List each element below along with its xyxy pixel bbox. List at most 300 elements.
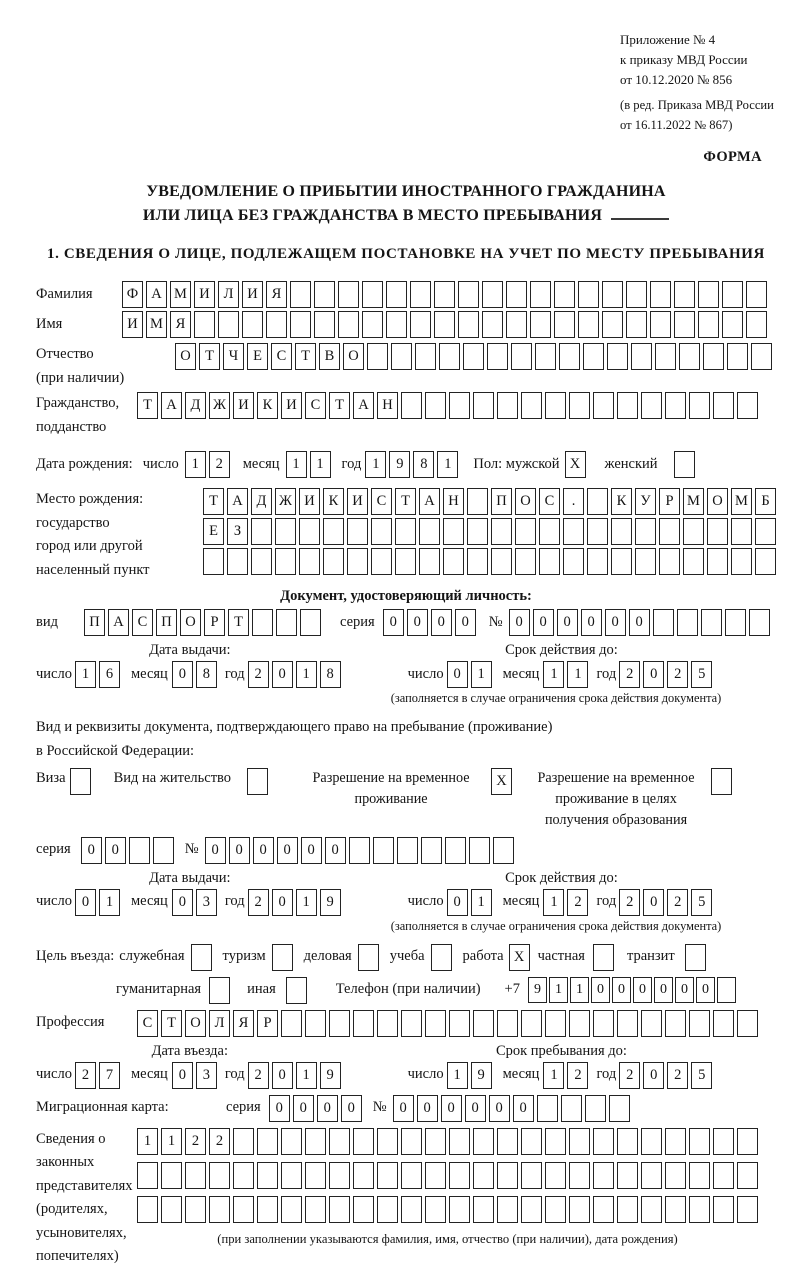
identity-valid-month-cells-cell-1[interactable]: 1 [543, 661, 564, 688]
representatives-row1-cells-cell-20[interactable] [593, 1128, 614, 1155]
representatives-row1-cells-cell-9[interactable] [329, 1128, 350, 1155]
birth-place-row2-cells-cell-3[interactable] [251, 518, 272, 545]
residence-number-cells-cell-8[interactable] [373, 837, 394, 864]
doc-type-cells-cell-3[interactable]: С [132, 609, 153, 636]
representatives-row3-cells-cell-26[interactable] [737, 1196, 758, 1223]
profession-cells-cell-8[interactable] [305, 1010, 326, 1037]
temp-permit-checkbox-cell-1[interactable]: X [491, 768, 512, 795]
citizenship-cells-cell-3[interactable]: Д [185, 392, 206, 419]
profession-cells-cell-15[interactable] [473, 1010, 494, 1037]
birth-place-row1-cells-cell-4[interactable]: Ж [275, 488, 296, 515]
birth-place-row2-cells-cell-20[interactable] [659, 518, 680, 545]
representatives-row1-cells-cell-12[interactable] [401, 1128, 422, 1155]
given-name-cells-cell-9[interactable] [314, 311, 335, 338]
citizenship-cells-cell-25[interactable] [713, 392, 734, 419]
residence-number-cells-cell-13[interactable] [493, 837, 514, 864]
residence-valid-day-cells-cell-2[interactable]: 1 [471, 889, 492, 916]
given-name-cells-cell-14[interactable] [434, 311, 455, 338]
given-name-cells-cell-25[interactable] [698, 311, 719, 338]
birth-place-row2-cells-cell-6[interactable] [323, 518, 344, 545]
citizenship-cells-cell-12[interactable] [401, 392, 422, 419]
doc-number-cells-cell-10[interactable] [725, 609, 746, 636]
residence-issue-year-cells-cell-4[interactable]: 9 [320, 889, 341, 916]
migration-number-cells-cell-7[interactable] [537, 1095, 558, 1122]
representatives-row3-cells-cell-25[interactable] [713, 1196, 734, 1223]
citizenship-cells-cell-19[interactable] [569, 392, 590, 419]
birth-place-row2-cells-cell-7[interactable] [347, 518, 368, 545]
phone-cells-cell-7[interactable]: 0 [654, 977, 673, 1003]
identity-valid-year-cells-cell-4[interactable]: 5 [691, 661, 712, 688]
patronymic-cells-cell-4[interactable]: Е [247, 343, 268, 370]
citizenship-cells-cell-4[interactable]: Ж [209, 392, 230, 419]
surname-cells-cell-4[interactable]: И [194, 281, 215, 308]
phone-cells-cell-8[interactable]: 0 [675, 977, 694, 1003]
surname-cells-cell-6[interactable]: И [242, 281, 263, 308]
representatives-row3-cells-cell-22[interactable] [641, 1196, 662, 1223]
birth-place-row2-cells-cell-1[interactable]: Е [203, 518, 224, 545]
citizenship-cells-cell-1[interactable]: Т [137, 392, 158, 419]
birth-place-row1-cells-cell-1[interactable]: Т [203, 488, 224, 515]
given-name-cells-cell-8[interactable] [290, 311, 311, 338]
given-name-cells-cell-6[interactable] [242, 311, 263, 338]
birth-place-row1-cells-cell-9[interactable]: Т [395, 488, 416, 515]
identity-valid-day-cells-cell-1[interactable]: 0 [447, 661, 468, 688]
birth-place-row3-cells-cell-21[interactable] [683, 548, 704, 575]
doc-type-cells-cell-9[interactable] [276, 609, 297, 636]
representatives-row3-cells-cell-24[interactable] [689, 1196, 710, 1223]
birth-place-row3-cells-cell-11[interactable] [443, 548, 464, 575]
representatives-row2-cells-cell-19[interactable] [569, 1162, 590, 1189]
profession-cells-cell-16[interactable] [497, 1010, 518, 1037]
birth-place-row3-cells-cell-10[interactable] [419, 548, 440, 575]
phone-cells-cell-1[interactable]: 9 [528, 977, 547, 1003]
representatives-row1-cells-cell-18[interactable] [545, 1128, 566, 1155]
sex-female-checkbox-cell-1[interactable] [674, 451, 695, 478]
doc-type-cells-cell-5[interactable]: О [180, 609, 201, 636]
residence-valid-year-cells-cell-1[interactable]: 2 [619, 889, 640, 916]
patronymic-cells-cell-24[interactable] [727, 343, 748, 370]
stay-year-cells-cell-2[interactable]: 0 [643, 1062, 664, 1089]
patronymic-cells-cell-21[interactable] [655, 343, 676, 370]
residence-series-cells-cell-1[interactable]: 0 [81, 837, 102, 864]
residence-series-cells-cell-3[interactable] [129, 837, 150, 864]
entry-day-cells-cell-1[interactable]: 2 [75, 1062, 96, 1089]
purpose-option-tourism-checkbox-cell-1[interactable] [272, 944, 293, 971]
identity-issue-year-cells-cell-1[interactable]: 2 [248, 661, 269, 688]
surname-cells-cell-27[interactable] [746, 281, 767, 308]
birth-place-row2-cells-cell-23[interactable] [731, 518, 752, 545]
stay-month-cells-cell-1[interactable]: 1 [543, 1062, 564, 1089]
entry-year-cells-cell-3[interactable]: 1 [296, 1062, 317, 1089]
representatives-row1-cells-cell-17[interactable] [521, 1128, 542, 1155]
doc-type-cells-cell-4[interactable]: П [156, 609, 177, 636]
surname-cells-cell-23[interactable] [650, 281, 671, 308]
citizenship-cells-cell-23[interactable] [665, 392, 686, 419]
citizenship-cells-cell-21[interactable] [617, 392, 638, 419]
representatives-row1-cells-cell-24[interactable] [689, 1128, 710, 1155]
birth-place-row2-cells-cell-19[interactable] [635, 518, 656, 545]
residence-issue-day-cells-cell-1[interactable]: 0 [75, 889, 96, 916]
representatives-row3-cells-cell-2[interactable] [161, 1196, 182, 1223]
profession-cells-cell-14[interactable] [449, 1010, 470, 1037]
birth-place-row3-cells-cell-15[interactable] [539, 548, 560, 575]
birth-place-row3-cells-cell-4[interactable] [275, 548, 296, 575]
representatives-row3-cells-cell-10[interactable] [353, 1196, 374, 1223]
profession-cells-cell-22[interactable] [641, 1010, 662, 1037]
citizenship-cells-cell-22[interactable] [641, 392, 662, 419]
representatives-row3-cells-cell-14[interactable] [449, 1196, 470, 1223]
residence-valid-year-cells-cell-3[interactable]: 2 [667, 889, 688, 916]
birth-place-row1-cells-cell-17[interactable] [587, 488, 608, 515]
doc-number-cells-cell-3[interactable]: 0 [557, 609, 578, 636]
birth-place-row2-cells-cell-15[interactable] [539, 518, 560, 545]
surname-cells-cell-17[interactable] [506, 281, 527, 308]
phone-cells-cell-2[interactable]: 1 [549, 977, 568, 1003]
birth-place-row3-cells-cell-22[interactable] [707, 548, 728, 575]
citizenship-cells-cell-9[interactable]: Т [329, 392, 350, 419]
birth-place-row3-cells-cell-2[interactable] [227, 548, 248, 575]
representatives-row2-cells-cell-16[interactable] [497, 1162, 518, 1189]
profession-cells-cell-3[interactable]: О [185, 1010, 206, 1037]
entry-month-cells-cell-1[interactable]: 0 [172, 1062, 193, 1089]
given-name-cells-cell-16[interactable] [482, 311, 503, 338]
birth-place-row1-cells-cell-24[interactable]: Б [755, 488, 776, 515]
representatives-row2-cells-cell-24[interactable] [689, 1162, 710, 1189]
representatives-row3-cells-cell-18[interactable] [545, 1196, 566, 1223]
birth-place-row1-cells-cell-19[interactable]: У [635, 488, 656, 515]
migration-number-cells-cell-6[interactable]: 0 [513, 1095, 534, 1122]
representatives-row2-cells-cell-26[interactable] [737, 1162, 758, 1189]
residence-issue-month-cells-cell-2[interactable]: 3 [196, 889, 217, 916]
representatives-row1-cells-cell-21[interactable] [617, 1128, 638, 1155]
given-name-cells-cell-2[interactable]: М [146, 311, 167, 338]
surname-cells-cell-13[interactable] [410, 281, 431, 308]
representatives-row1-cells-cell-25[interactable] [713, 1128, 734, 1155]
birth-place-row3-cells-cell-3[interactable] [251, 548, 272, 575]
doc-number-cells-cell-8[interactable] [677, 609, 698, 636]
profession-cells-cell-24[interactable] [689, 1010, 710, 1037]
doc-series-cells-cell-2[interactable]: 0 [407, 609, 428, 636]
profession-cells-cell-25[interactable] [713, 1010, 734, 1037]
birth-place-row1-cells-cell-12[interactable] [467, 488, 488, 515]
doc-series-cells-cell-4[interactable]: 0 [455, 609, 476, 636]
birth-place-row1-cells-cell-2[interactable]: А [227, 488, 248, 515]
birth-place-row2-cells-cell-16[interactable] [563, 518, 584, 545]
birth-place-row3-cells-cell-8[interactable] [371, 548, 392, 575]
representatives-row3-cells-cell-11[interactable] [377, 1196, 398, 1223]
residence-series-cells-cell-4[interactable] [153, 837, 174, 864]
representatives-row2-cells-cell-10[interactable] [353, 1162, 374, 1189]
patronymic-cells-cell-8[interactable]: О [343, 343, 364, 370]
doc-type-cells-cell-1[interactable]: П [84, 609, 105, 636]
patronymic-cells-cell-3[interactable]: Ч [223, 343, 244, 370]
given-name-cells-cell-20[interactable] [578, 311, 599, 338]
given-name-cells-cell-17[interactable] [506, 311, 527, 338]
birth-place-row3-cells-cell-1[interactable] [203, 548, 224, 575]
profession-cells-cell-23[interactable] [665, 1010, 686, 1037]
residence-number-cells-cell-7[interactable] [349, 837, 370, 864]
surname-cells-cell-15[interactable] [458, 281, 479, 308]
surname-cells-cell-25[interactable] [698, 281, 719, 308]
stay-year-cells-cell-4[interactable]: 5 [691, 1062, 712, 1089]
profession-cells-cell-18[interactable] [545, 1010, 566, 1037]
entry-day-cells-cell-2[interactable]: 7 [99, 1062, 120, 1089]
given-name-cells-cell-12[interactable] [386, 311, 407, 338]
given-name-cells-cell-4[interactable] [194, 311, 215, 338]
representatives-row1-cells-cell-19[interactable] [569, 1128, 590, 1155]
residence-valid-day-cells-cell-1[interactable]: 0 [447, 889, 468, 916]
stay-year-cells-cell-3[interactable]: 2 [667, 1062, 688, 1089]
birth-place-row3-cells-cell-16[interactable] [563, 548, 584, 575]
representatives-row1-cells-cell-26[interactable] [737, 1128, 758, 1155]
citizenship-cells-cell-2[interactable]: А [161, 392, 182, 419]
patronymic-cells-cell-18[interactable] [583, 343, 604, 370]
residence-issue-year-cells-cell-3[interactable]: 1 [296, 889, 317, 916]
phone-cells-cell-5[interactable]: 0 [612, 977, 631, 1003]
representatives-row3-cells-cell-3[interactable] [185, 1196, 206, 1223]
doc-number-cells-cell-7[interactable] [653, 609, 674, 636]
representatives-row1-cells-cell-14[interactable] [449, 1128, 470, 1155]
birth-place-row1-cells-cell-5[interactable]: И [299, 488, 320, 515]
citizenship-cells-cell-17[interactable] [521, 392, 542, 419]
birth-place-row2-cells-cell-9[interactable] [395, 518, 416, 545]
migration-number-cells-cell-5[interactable]: 0 [489, 1095, 510, 1122]
representatives-row1-cells-cell-11[interactable] [377, 1128, 398, 1155]
profession-cells-cell-9[interactable] [329, 1010, 350, 1037]
citizenship-cells-cell-18[interactable] [545, 392, 566, 419]
identity-issue-month-cells-cell-1[interactable]: 0 [172, 661, 193, 688]
residence-number-cells-cell-2[interactable]: 0 [229, 837, 250, 864]
sex-male-checkbox-cell-1[interactable]: X [565, 451, 586, 478]
given-name-cells-cell-21[interactable] [602, 311, 623, 338]
profession-cells-cell-20[interactable] [593, 1010, 614, 1037]
purpose-option-commercial-checkbox-cell-1[interactable] [358, 944, 379, 971]
identity-issue-day-cells-cell-1[interactable]: 1 [75, 661, 96, 688]
doc-type-cells-cell-2[interactable]: А [108, 609, 129, 636]
representatives-row1-cells-cell-13[interactable] [425, 1128, 446, 1155]
birth-place-row3-cells-cell-24[interactable] [755, 548, 776, 575]
patronymic-cells-cell-16[interactable] [535, 343, 556, 370]
representatives-row2-cells-cell-4[interactable] [209, 1162, 230, 1189]
representatives-row2-cells-cell-22[interactable] [641, 1162, 662, 1189]
birth-place-row3-cells-cell-7[interactable] [347, 548, 368, 575]
profession-cells-cell-11[interactable] [377, 1010, 398, 1037]
representatives-row1-cells-cell-1[interactable]: 1 [137, 1128, 158, 1155]
purpose-option-other-checkbox-cell-1[interactable] [286, 977, 307, 1004]
residence-permit-checkbox-cell-1[interactable] [247, 768, 268, 795]
patronymic-cells-cell-1[interactable]: О [175, 343, 196, 370]
surname-cells-cell-9[interactable] [314, 281, 335, 308]
profession-cells-cell-5[interactable]: Я [233, 1010, 254, 1037]
representatives-row3-cells-cell-20[interactable] [593, 1196, 614, 1223]
surname-cells-cell-11[interactable] [362, 281, 383, 308]
representatives-row2-cells-cell-23[interactable] [665, 1162, 686, 1189]
given-name-cells-cell-7[interactable] [266, 311, 287, 338]
representatives-row3-cells-cell-19[interactable] [569, 1196, 590, 1223]
representatives-row1-cells-cell-16[interactable] [497, 1128, 518, 1155]
given-name-cells-cell-19[interactable] [554, 311, 575, 338]
birth-place-row3-cells-cell-5[interactable] [299, 548, 320, 575]
profession-cells-cell-21[interactable] [617, 1010, 638, 1037]
identity-issue-month-cells-cell-2[interactable]: 8 [196, 661, 217, 688]
visa-checkbox-cell-1[interactable] [70, 768, 91, 795]
birth-place-row3-cells-cell-14[interactable] [515, 548, 536, 575]
birth-month-cells-cell-1[interactable]: 1 [286, 451, 307, 478]
profession-cells-cell-7[interactable] [281, 1010, 302, 1037]
surname-cells-cell-3[interactable]: М [170, 281, 191, 308]
representatives-row3-cells-cell-4[interactable] [209, 1196, 230, 1223]
birth-place-row2-cells-cell-8[interactable] [371, 518, 392, 545]
representatives-row1-cells-cell-3[interactable]: 2 [185, 1128, 206, 1155]
birth-place-row2-cells-cell-10[interactable] [419, 518, 440, 545]
representatives-row2-cells-cell-6[interactable] [257, 1162, 278, 1189]
birth-place-row3-cells-cell-23[interactable] [731, 548, 752, 575]
profession-cells-cell-26[interactable] [737, 1010, 758, 1037]
birth-place-row1-cells-cell-16[interactable]: . [563, 488, 584, 515]
doc-number-cells-cell-9[interactable] [701, 609, 722, 636]
birth-year-cells-cell-4[interactable]: 1 [437, 451, 458, 478]
given-name-cells-cell-22[interactable] [626, 311, 647, 338]
representatives-row2-cells-cell-21[interactable] [617, 1162, 638, 1189]
surname-cells-cell-2[interactable]: А [146, 281, 167, 308]
doc-number-cells-cell-5[interactable]: 0 [605, 609, 626, 636]
migration-number-cells-cell-9[interactable] [585, 1095, 606, 1122]
representatives-row2-cells-cell-14[interactable] [449, 1162, 470, 1189]
birth-year-cells-cell-2[interactable]: 9 [389, 451, 410, 478]
birth-place-row1-cells-cell-22[interactable]: О [707, 488, 728, 515]
representatives-row3-cells-cell-16[interactable] [497, 1196, 518, 1223]
representatives-row1-cells-cell-5[interactable] [233, 1128, 254, 1155]
surname-cells-cell-14[interactable] [434, 281, 455, 308]
entry-year-cells-cell-2[interactable]: 0 [272, 1062, 293, 1089]
migration-number-cells-cell-4[interactable]: 0 [465, 1095, 486, 1122]
phone-cells-cell-6[interactable]: 0 [633, 977, 652, 1003]
patronymic-cells-cell-7[interactable]: В [319, 343, 340, 370]
entry-year-cells-cell-4[interactable]: 9 [320, 1062, 341, 1089]
representatives-row2-cells-cell-12[interactable] [401, 1162, 422, 1189]
profession-cells-cell-6[interactable]: Р [257, 1010, 278, 1037]
birth-place-row2-cells-cell-22[interactable] [707, 518, 728, 545]
citizenship-cells-cell-5[interactable]: И [233, 392, 254, 419]
profession-cells-cell-10[interactable] [353, 1010, 374, 1037]
representatives-row2-cells-cell-15[interactable] [473, 1162, 494, 1189]
residence-issue-year-cells-cell-2[interactable]: 0 [272, 889, 293, 916]
representatives-row1-cells-cell-8[interactable] [305, 1128, 326, 1155]
citizenship-cells-cell-6[interactable]: К [257, 392, 278, 419]
given-name-cells-cell-3[interactable]: Я [170, 311, 191, 338]
representatives-row1-cells-cell-2[interactable]: 1 [161, 1128, 182, 1155]
doc-type-cells-cell-8[interactable] [252, 609, 273, 636]
given-name-cells-cell-23[interactable] [650, 311, 671, 338]
migration-number-cells-cell-2[interactable]: 0 [417, 1095, 438, 1122]
surname-cells-cell-21[interactable] [602, 281, 623, 308]
citizenship-cells-cell-13[interactable] [425, 392, 446, 419]
representatives-row3-cells-cell-7[interactable] [281, 1196, 302, 1223]
birth-place-row1-cells-cell-10[interactable]: А [419, 488, 440, 515]
birth-place-row1-cells-cell-13[interactable]: П [491, 488, 512, 515]
birth-place-row1-cells-cell-11[interactable]: Н [443, 488, 464, 515]
phone-cells-cell-10[interactable] [717, 977, 736, 1003]
purpose-option-transit-checkbox-cell-1[interactable] [685, 944, 706, 971]
representatives-row3-cells-cell-12[interactable] [401, 1196, 422, 1223]
profession-cells-cell-17[interactable] [521, 1010, 542, 1037]
migration-number-cells-cell-1[interactable]: 0 [393, 1095, 414, 1122]
identity-valid-year-cells-cell-2[interactable]: 0 [643, 661, 664, 688]
representatives-row2-cells-cell-9[interactable] [329, 1162, 350, 1189]
profession-cells-cell-1[interactable]: С [137, 1010, 158, 1037]
birth-day-cells-cell-2[interactable]: 2 [209, 451, 230, 478]
birth-place-row2-cells-cell-2[interactable]: З [227, 518, 248, 545]
birth-place-row2-cells-cell-11[interactable] [443, 518, 464, 545]
residence-number-cells-cell-9[interactable] [397, 837, 418, 864]
surname-cells-cell-8[interactable] [290, 281, 311, 308]
birth-place-row2-cells-cell-13[interactable] [491, 518, 512, 545]
representatives-row2-cells-cell-8[interactable] [305, 1162, 326, 1189]
citizenship-cells-cell-16[interactable] [497, 392, 518, 419]
purpose-option-humanitarian-checkbox-cell-1[interactable] [209, 977, 230, 1004]
stay-day-cells-cell-1[interactable]: 1 [447, 1062, 468, 1089]
birth-place-row1-cells-cell-18[interactable]: К [611, 488, 632, 515]
representatives-row3-cells-cell-8[interactable] [305, 1196, 326, 1223]
residence-number-cells-cell-1[interactable]: 0 [205, 837, 226, 864]
surname-cells-cell-22[interactable] [626, 281, 647, 308]
representatives-row1-cells-cell-6[interactable] [257, 1128, 278, 1155]
surname-cells-cell-5[interactable]: Л [218, 281, 239, 308]
patronymic-cells-cell-19[interactable] [607, 343, 628, 370]
given-name-cells-cell-13[interactable] [410, 311, 431, 338]
birth-place-row3-cells-cell-6[interactable] [323, 548, 344, 575]
doc-type-cells-cell-6[interactable]: Р [204, 609, 225, 636]
surname-cells-cell-10[interactable] [338, 281, 359, 308]
surname-cells-cell-16[interactable] [482, 281, 503, 308]
representatives-row2-cells-cell-18[interactable] [545, 1162, 566, 1189]
doc-series-cells-cell-3[interactable]: 0 [431, 609, 452, 636]
representatives-row3-cells-cell-23[interactable] [665, 1196, 686, 1223]
doc-number-cells-cell-1[interactable]: 0 [509, 609, 530, 636]
birth-place-row1-cells-cell-8[interactable]: С [371, 488, 392, 515]
birth-place-row3-cells-cell-18[interactable] [611, 548, 632, 575]
citizenship-cells-cell-26[interactable] [737, 392, 758, 419]
birth-place-row1-cells-cell-7[interactable]: И [347, 488, 368, 515]
residence-valid-month-cells-cell-2[interactable]: 2 [567, 889, 588, 916]
birth-place-row1-cells-cell-21[interactable]: М [683, 488, 704, 515]
patronymic-cells-cell-12[interactable] [439, 343, 460, 370]
doc-series-cells-cell-1[interactable]: 0 [383, 609, 404, 636]
patronymic-cells-cell-15[interactable] [511, 343, 532, 370]
birth-year-cells-cell-3[interactable]: 8 [413, 451, 434, 478]
birth-place-row3-cells-cell-20[interactable] [659, 548, 680, 575]
patronymic-cells-cell-11[interactable] [415, 343, 436, 370]
representatives-row3-cells-cell-1[interactable] [137, 1196, 158, 1223]
citizenship-cells-cell-14[interactable] [449, 392, 470, 419]
birth-place-row2-cells-cell-4[interactable] [275, 518, 296, 545]
given-name-cells-cell-15[interactable] [458, 311, 479, 338]
residence-number-cells-cell-4[interactable]: 0 [277, 837, 298, 864]
representatives-row2-cells-cell-17[interactable] [521, 1162, 542, 1189]
birth-place-row3-cells-cell-12[interactable] [467, 548, 488, 575]
purpose-option-business-checkbox-cell-1[interactable] [191, 944, 212, 971]
doc-number-cells-cell-11[interactable] [749, 609, 770, 636]
given-name-cells-cell-24[interactable] [674, 311, 695, 338]
birth-place-row3-cells-cell-19[interactable] [635, 548, 656, 575]
stay-month-cells-cell-2[interactable]: 2 [567, 1062, 588, 1089]
residence-number-cells-cell-3[interactable]: 0 [253, 837, 274, 864]
patronymic-cells-cell-22[interactable] [679, 343, 700, 370]
profession-cells-cell-13[interactable] [425, 1010, 446, 1037]
identity-valid-month-cells-cell-2[interactable]: 1 [567, 661, 588, 688]
birth-place-row1-cells-cell-14[interactable]: О [515, 488, 536, 515]
patronymic-cells-cell-20[interactable] [631, 343, 652, 370]
